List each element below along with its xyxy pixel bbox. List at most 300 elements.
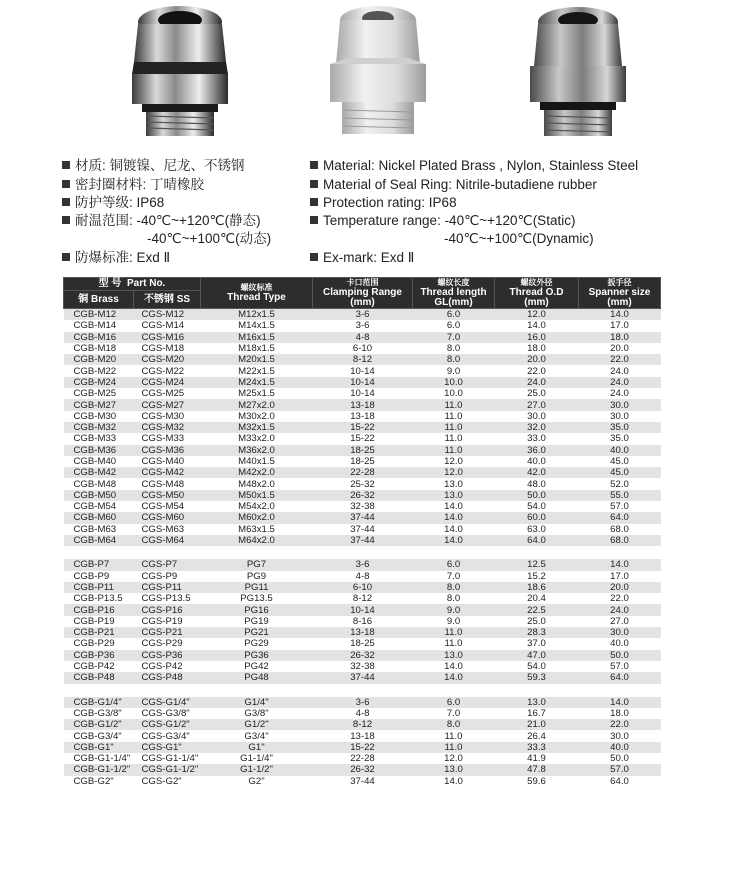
clamping-range-cell: 8-12 — [313, 354, 413, 365]
ss-part-cell: CGS-M36 — [134, 445, 201, 456]
clamping-range-cell: 10-14 — [313, 365, 413, 376]
brass-part-cell: CGB-M40 — [64, 456, 134, 467]
thread-length-cell: 11.0 — [413, 433, 495, 444]
spec-en-material: Material: Nickel Plated Brass , Nylon, Stainless Steel — [310, 157, 638, 175]
brass-part-cell: CGB-P21 — [64, 627, 134, 638]
brass-part-cell: CGB-M33 — [64, 433, 134, 444]
brass-part-cell: CGB-M54 — [64, 501, 134, 512]
clamping-range-cell: 26-32 — [313, 764, 413, 775]
thread-od-cell: 60.0 — [495, 512, 579, 523]
spec-cn-ex: 防爆标准: Exd Ⅱ — [62, 249, 170, 267]
thread-type-cell: PG42 — [201, 661, 313, 672]
thread-od-cell: 41.9 — [495, 753, 579, 764]
spanner-size-cell: 22.0 — [579, 593, 661, 604]
ss-part-cell: CGS-M22 — [134, 365, 201, 376]
clamping-range-cell: 32-38 — [313, 501, 413, 512]
spanner-size-cell: 68.0 — [579, 524, 661, 535]
thread-length-cell: 9.0 — [413, 616, 495, 627]
thread-od-cell: 12.5 — [495, 559, 579, 570]
thread-type-cell: M33x2.0 — [201, 433, 313, 444]
thread-od-cell: 12.0 — [495, 309, 579, 321]
table-row — [64, 478, 661, 489]
spanner-size-cell: 45.0 — [579, 467, 661, 478]
brass-part-cell: CGB-M60 — [64, 512, 134, 523]
thread-length-cell: 14.0 — [413, 776, 495, 787]
clamping-range-cell: 4-8 — [313, 571, 413, 582]
thread-od-cell: 25.0 — [495, 616, 579, 627]
spec-cn-seal: 密封圈材料: 丁晴橡胶 — [62, 176, 204, 194]
clamping-range-cell: 15-22 — [313, 422, 413, 433]
clamping-range-cell: 37-44 — [313, 535, 413, 546]
brass-part-cell: CGB-P29 — [64, 638, 134, 649]
thread-type-cell: M50x1.5 — [201, 490, 313, 501]
thread-type-cell: M14x1.5 — [201, 320, 313, 331]
spanner-size-cell: 20.0 — [579, 343, 661, 354]
thread-od-cell: 64.0 — [495, 535, 579, 546]
thread-type-cell: G1" — [201, 742, 313, 753]
spec-en-protection: Protection rating: IP68 — [310, 194, 457, 212]
header-spanner-size: 扳手径 Spanner size (mm) — [579, 278, 661, 309]
spanner-size-cell: 17.0 — [579, 571, 661, 582]
thread-type-cell: M25x1.5 — [201, 388, 313, 399]
thread-od-cell: 59.6 — [495, 776, 579, 787]
thread-type-cell: PG36 — [201, 650, 313, 661]
spanner-size-cell: 40.0 — [579, 638, 661, 649]
thread-od-cell: 54.0 — [495, 661, 579, 672]
table-row — [64, 524, 661, 535]
thread-type-cell: M36x2.0 — [201, 445, 313, 456]
clamping-range-cell: 15-22 — [313, 742, 413, 753]
thread-length-cell: 11.0 — [413, 638, 495, 649]
spanner-size-cell: 57.0 — [579, 764, 661, 775]
header-thread-length: 螺纹长度 Thread length GL(mm) — [413, 278, 495, 309]
ss-part-cell: CGS-G1" — [134, 742, 201, 753]
clamping-range-cell: 13-18 — [313, 411, 413, 422]
spanner-size-cell: 30.0 — [579, 730, 661, 741]
clamping-range-cell: 4-8 — [313, 332, 413, 343]
header-part-no: 型 号 Part No. — [64, 278, 201, 291]
table-row — [64, 512, 661, 523]
clamping-range-cell: 26-32 — [313, 650, 413, 661]
ss-part-cell: CGS-G1/4" — [134, 697, 201, 708]
clamping-range-cell: 37-44 — [313, 672, 413, 683]
ss-part-cell: CGS-G3/8" — [134, 708, 201, 719]
thread-od-cell: 15.2 — [495, 571, 579, 582]
ss-part-cell: CGS-P36 — [134, 650, 201, 661]
table-row — [64, 535, 661, 546]
ss-part-cell: CGS-M54 — [134, 501, 201, 512]
ss-part-cell: CGS-M60 — [134, 512, 201, 523]
clamping-range-cell: 22-28 — [313, 467, 413, 478]
brass-part-cell: CGB-G1/2" — [64, 719, 134, 730]
table-row — [64, 365, 661, 376]
brass-part-cell: CGB-M25 — [64, 388, 134, 399]
spanner-size-cell: 14.0 — [579, 697, 661, 708]
thread-length-cell: 10.0 — [413, 377, 495, 388]
spanner-size-cell: 30.0 — [579, 411, 661, 422]
ss-part-cell: CGS-P7 — [134, 559, 201, 570]
brass-part-cell: CGB-M27 — [64, 399, 134, 410]
table-row — [64, 490, 661, 501]
clamping-range-cell: 10-14 — [313, 388, 413, 399]
thread-length-cell: 9.0 — [413, 365, 495, 376]
ss-part-cell: CGS-G1/2" — [134, 719, 201, 730]
clamping-range-cell: 37-44 — [313, 524, 413, 535]
ss-part-cell: CGS-M50 — [134, 490, 201, 501]
thread-od-cell: 20.4 — [495, 593, 579, 604]
ss-part-cell: CGS-P48 — [134, 672, 201, 683]
clamping-range-cell: 13-18 — [313, 627, 413, 638]
thread-type-cell: PG16 — [201, 604, 313, 615]
brass-part-cell: CGB-M18 — [64, 343, 134, 354]
table-row — [64, 776, 661, 787]
spec-cn-protection: 防护等级: IP68 — [62, 194, 164, 212]
brass-part-cell: CGB-P13.5 — [64, 593, 134, 604]
spec-en-temp: Temperature range: -40℃~+120℃(Static) -40℃~+100℃(Dynamic) — [310, 212, 575, 230]
spanner-size-cell: 55.0 — [579, 490, 661, 501]
brass-part-cell: CGB-G1-1/4" — [64, 753, 134, 764]
thread-od-cell: 27.0 — [495, 399, 579, 410]
ss-part-cell: CGS-G1-1/4" — [134, 753, 201, 764]
spanner-size-cell: 18.0 — [579, 708, 661, 719]
clamping-range-cell: 15-22 — [313, 433, 413, 444]
brass-part-cell: CGB-M20 — [64, 354, 134, 365]
thread-type-cell: G2" — [201, 776, 313, 787]
spec-cn-temp-dynamic: -40℃~+100℃(动态) — [147, 231, 272, 246]
spanner-size-cell: 20.0 — [579, 582, 661, 593]
thread-type-cell: M16x1.5 — [201, 332, 313, 343]
spanner-size-cell: 30.0 — [579, 627, 661, 638]
thread-type-cell: M42x2.0 — [201, 467, 313, 478]
thread-length-cell: 14.0 — [413, 524, 495, 535]
clamping-range-cell: 37-44 — [313, 512, 413, 523]
thread-type-cell: PG11 — [201, 582, 313, 593]
thread-od-cell: 28.3 — [495, 627, 579, 638]
brass-part-cell: CGB-P11 — [64, 582, 134, 593]
product-photos — [0, 0, 744, 150]
brass-part-cell: CGB-P42 — [64, 661, 134, 672]
thread-od-cell: 33.3 — [495, 742, 579, 753]
table-row — [64, 708, 661, 719]
brass-part-cell: CGB-M12 — [64, 309, 134, 321]
spanner-size-cell: 45.0 — [579, 456, 661, 467]
header-thread-od: 螺纹外径 Thread O.D (mm) — [495, 278, 579, 309]
thread-type-cell: PG13.5 — [201, 593, 313, 604]
ss-part-cell: CGS-M32 — [134, 422, 201, 433]
spec-cn-temp: 耐温范围: -40℃~+120℃(静态) -40℃~+100℃(动态) — [62, 212, 261, 230]
thread-type-cell: G1-1/2" — [201, 764, 313, 775]
clamping-range-cell: 8-16 — [313, 616, 413, 627]
clamping-range-cell: 3-6 — [313, 559, 413, 570]
thread-length-cell: 14.0 — [413, 535, 495, 546]
ss-part-cell: CGS-P29 — [134, 638, 201, 649]
brass-part-cell: CGB-P48 — [64, 672, 134, 683]
ss-part-cell: CGS-P42 — [134, 661, 201, 672]
table-row — [64, 697, 661, 708]
clamping-range-cell: 3-6 — [313, 697, 413, 708]
spec-table — [63, 277, 661, 787]
spanner-size-cell: 50.0 — [579, 753, 661, 764]
spec-en-temp-dynamic: -40℃~+100℃(Dynamic) — [444, 231, 594, 246]
brass-part-cell: CGB-G3/8" — [64, 708, 134, 719]
thread-od-cell: 42.0 — [495, 467, 579, 478]
thread-type-cell: M54x2.0 — [201, 501, 313, 512]
spanner-size-cell: 40.0 — [579, 445, 661, 456]
spanner-size-cell: 22.0 — [579, 719, 661, 730]
brass-part-cell: CGB-P19 — [64, 616, 134, 627]
table-row — [64, 467, 661, 478]
table-row — [64, 672, 661, 683]
spanner-size-cell: 17.0 — [579, 320, 661, 331]
thread-od-cell: 22.0 — [495, 365, 579, 376]
thread-od-cell: 26.4 — [495, 730, 579, 741]
clamping-range-cell: 10-14 — [313, 377, 413, 388]
spanner-size-cell: 18.0 — [579, 332, 661, 343]
spanner-size-cell: 35.0 — [579, 422, 661, 433]
thread-length-cell: 6.0 — [413, 559, 495, 570]
ss-part-cell: CGS-G1-1/2" — [134, 764, 201, 775]
group-separator — [64, 684, 661, 697]
thread-type-cell: M63x1.5 — [201, 524, 313, 535]
thread-od-cell: 22.5 — [495, 604, 579, 615]
thread-od-cell: 54.0 — [495, 501, 579, 512]
thread-type-cell: M20x1.5 — [201, 354, 313, 365]
thread-length-cell: 10.0 — [413, 388, 495, 399]
ss-part-cell: CGS-M63 — [134, 524, 201, 535]
table-row — [64, 343, 661, 354]
ss-part-cell: CGS-M16 — [134, 332, 201, 343]
spec-cn-material: 材质: 铜镀镍、尼龙、不锈钢 — [62, 157, 245, 175]
thread-od-cell: 18.0 — [495, 343, 579, 354]
table-row — [64, 753, 661, 764]
ss-part-cell: CGS-M25 — [134, 388, 201, 399]
thread-type-cell: M30x2.0 — [201, 411, 313, 422]
thread-type-cell: M24x1.5 — [201, 377, 313, 388]
thread-od-cell: 48.0 — [495, 478, 579, 489]
thread-length-cell: 8.0 — [413, 593, 495, 604]
brass-part-cell: CGB-M24 — [64, 377, 134, 388]
thread-length-cell: 14.0 — [413, 512, 495, 523]
thread-length-cell: 13.0 — [413, 764, 495, 775]
table-row — [64, 582, 661, 593]
thread-od-cell: 14.0 — [495, 320, 579, 331]
thread-type-cell: M32x1.5 — [201, 422, 313, 433]
clamping-range-cell: 3-6 — [313, 309, 413, 321]
ss-part-cell: CGS-M48 — [134, 478, 201, 489]
table-row — [64, 730, 661, 741]
spanner-size-cell: 30.0 — [579, 399, 661, 410]
clamping-range-cell: 25-32 — [313, 478, 413, 489]
thread-length-cell: 11.0 — [413, 399, 495, 410]
table-row — [64, 422, 661, 433]
spanner-size-cell: 24.0 — [579, 377, 661, 388]
thread-od-cell: 47.8 — [495, 764, 579, 775]
group-separator — [64, 546, 661, 559]
thread-length-cell: 8.0 — [413, 343, 495, 354]
thread-length-cell: 6.0 — [413, 320, 495, 331]
ss-part-cell: CGS-M12 — [134, 309, 201, 321]
table-row — [64, 399, 661, 410]
spec-table-body — [64, 309, 661, 787]
thread-type-cell: G1-1/4" — [201, 753, 313, 764]
thread-type-cell: M18x1.5 — [201, 343, 313, 354]
spanner-size-cell: 64.0 — [579, 672, 661, 683]
spanner-size-cell: 64.0 — [579, 776, 661, 787]
brass-part-cell: CGB-M16 — [64, 332, 134, 343]
spanner-size-cell: 24.0 — [579, 388, 661, 399]
header-thread-type: 螺纹标准 Thread Type — [201, 278, 313, 309]
spanner-size-cell: 57.0 — [579, 501, 661, 512]
thread-od-cell: 20.0 — [495, 354, 579, 365]
thread-length-cell: 12.0 — [413, 456, 495, 467]
ss-part-cell: CGS-M33 — [134, 433, 201, 444]
thread-length-cell: 12.0 — [413, 753, 495, 764]
clamping-range-cell: 6-10 — [313, 343, 413, 354]
clamping-range-cell: 4-8 — [313, 708, 413, 719]
spanner-size-cell: 57.0 — [579, 661, 661, 672]
thread-length-cell: 13.0 — [413, 650, 495, 661]
brass-part-cell: CGB-P16 — [64, 604, 134, 615]
clamping-range-cell: 18-25 — [313, 638, 413, 649]
thread-type-cell: G1/2" — [201, 719, 313, 730]
spec-en-ex: Ex-mark: Exd Ⅱ — [310, 249, 414, 267]
ss-part-cell: CGS-M30 — [134, 411, 201, 422]
ss-part-cell: CGS-P21 — [134, 627, 201, 638]
brass-part-cell: CGB-M22 — [64, 365, 134, 376]
clamping-range-cell: 3-6 — [313, 320, 413, 331]
thread-od-cell: 32.0 — [495, 422, 579, 433]
clamping-range-cell: 8-12 — [313, 719, 413, 730]
brass-part-cell: CGB-G1-1/2" — [64, 764, 134, 775]
thread-od-cell: 37.0 — [495, 638, 579, 649]
spanner-size-cell: 40.0 — [579, 742, 661, 753]
spanner-size-cell: 35.0 — [579, 433, 661, 444]
thread-length-cell: 7.0 — [413, 708, 495, 719]
thread-od-cell: 18.6 — [495, 582, 579, 593]
thread-type-cell: PG9 — [201, 571, 313, 582]
brass-part-cell: CGB-P36 — [64, 650, 134, 661]
thread-od-cell: 21.0 — [495, 719, 579, 730]
table-row — [64, 627, 661, 638]
header-stainless: 不锈钢 SS — [134, 291, 201, 309]
thread-type-cell: G3/8" — [201, 708, 313, 719]
thread-length-cell: 12.0 — [413, 467, 495, 478]
brass-part-cell: CGB-M36 — [64, 445, 134, 456]
spec-en-seal: Material of Seal Ring: Nitrile-butadiene rubber — [310, 176, 597, 194]
thread-od-cell: 24.0 — [495, 377, 579, 388]
spanner-size-cell: 14.0 — [579, 559, 661, 570]
brass-part-cell: CGB-G3/4" — [64, 730, 134, 741]
ss-part-cell: CGS-M20 — [134, 354, 201, 365]
table-row — [64, 571, 661, 582]
thread-length-cell: 13.0 — [413, 478, 495, 489]
clamping-range-cell: 32-38 — [313, 661, 413, 672]
thread-od-cell: 33.0 — [495, 433, 579, 444]
thread-type-cell: M12x1.5 — [201, 309, 313, 321]
thread-length-cell: 11.0 — [413, 627, 495, 638]
brass-part-cell: CGB-P9 — [64, 571, 134, 582]
ss-part-cell: CGS-M24 — [134, 377, 201, 388]
clamping-range-cell: 13-18 — [313, 399, 413, 410]
brass-part-cell: CGB-G1" — [64, 742, 134, 753]
thread-length-cell: 14.0 — [413, 501, 495, 512]
table-row — [64, 388, 661, 399]
thread-type-cell: M40x1.5 — [201, 456, 313, 467]
table-row — [64, 456, 661, 467]
table-row — [64, 661, 661, 672]
thread-type-cell: PG29 — [201, 638, 313, 649]
thread-type-cell: M48x2.0 — [201, 478, 313, 489]
header-clamping-range: 卡口范围 Clamping Range (mm) — [313, 278, 413, 309]
thread-od-cell: 13.0 — [495, 697, 579, 708]
clamping-range-cell: 26-32 — [313, 490, 413, 501]
ss-part-cell: CGS-P16 — [134, 604, 201, 615]
table-row — [64, 433, 661, 444]
ss-part-cell: CGS-M18 — [134, 343, 201, 354]
thread-type-cell: PG48 — [201, 672, 313, 683]
clamping-range-cell: 13-18 — [313, 730, 413, 741]
thread-length-cell: 7.0 — [413, 571, 495, 582]
thread-length-cell: 11.0 — [413, 445, 495, 456]
table-row — [64, 559, 661, 570]
thread-od-cell: 36.0 — [495, 445, 579, 456]
spanner-size-cell: 50.0 — [579, 650, 661, 661]
brass-part-cell: CGB-M42 — [64, 467, 134, 478]
brass-part-cell: CGB-G1/4" — [64, 697, 134, 708]
thread-type-cell: M22x1.5 — [201, 365, 313, 376]
table-row — [64, 742, 661, 753]
brass-part-cell: CGB-M32 — [64, 422, 134, 433]
thread-length-cell: 11.0 — [413, 422, 495, 433]
brass-part-cell: CGB-M30 — [64, 411, 134, 422]
spanner-size-cell: 52.0 — [579, 478, 661, 489]
table-row — [64, 377, 661, 388]
thread-length-cell: 6.0 — [413, 309, 495, 321]
thread-od-cell: 40.0 — [495, 456, 579, 467]
thread-od-cell: 50.0 — [495, 490, 579, 501]
thread-od-cell: 47.0 — [495, 650, 579, 661]
spanner-size-cell: 27.0 — [579, 616, 661, 627]
thread-od-cell: 63.0 — [495, 524, 579, 535]
ss-part-cell: CGS-P11 — [134, 582, 201, 593]
table-row — [64, 593, 661, 604]
spanner-size-cell: 24.0 — [579, 604, 661, 615]
thread-length-cell: 6.0 — [413, 697, 495, 708]
thread-length-cell: 14.0 — [413, 672, 495, 683]
thread-length-cell: 7.0 — [413, 332, 495, 343]
ss-part-cell: CGS-P19 — [134, 616, 201, 627]
thread-type-cell: PG21 — [201, 627, 313, 638]
clamping-range-cell: 22-28 — [313, 753, 413, 764]
ss-part-cell: CGS-M64 — [134, 535, 201, 546]
table-row — [64, 638, 661, 649]
brass-part-cell: CGB-M64 — [64, 535, 134, 546]
brass-part-cell: CGB-P7 — [64, 559, 134, 570]
brass-part-cell: CGB-M50 — [64, 490, 134, 501]
clamping-range-cell: 18-25 — [313, 456, 413, 467]
thread-length-cell: 8.0 — [413, 354, 495, 365]
thread-length-cell: 11.0 — [413, 730, 495, 741]
table-row — [64, 501, 661, 512]
spanner-size-cell: 64.0 — [579, 512, 661, 523]
brass-part-cell: CGB-M63 — [64, 524, 134, 535]
thread-od-cell: 25.0 — [495, 388, 579, 399]
thread-length-cell: 9.0 — [413, 604, 495, 615]
brass-gland-image — [118, 2, 238, 142]
clamping-range-cell: 18-25 — [313, 445, 413, 456]
thread-od-cell: 16.7 — [495, 708, 579, 719]
spanner-size-cell: 24.0 — [579, 365, 661, 376]
